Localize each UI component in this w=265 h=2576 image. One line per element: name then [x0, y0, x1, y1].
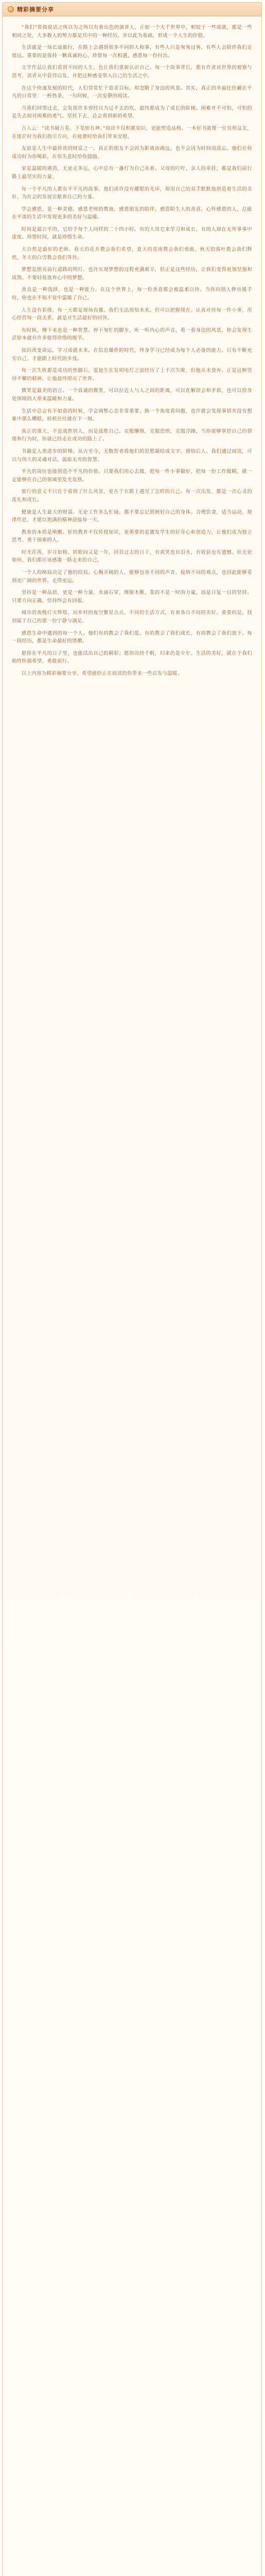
article-paragraph: 感恩生命中遇到的每一个人。他们有的教会了我们爱，有的教会了我们成长，有的教会了我们放下。每一段经历，都是生命最好的馈赠。	[12, 630, 252, 645]
article-paragraph: 生活中总会有不如意的时候，学会调整心态非常重要。换一个角度看问题，也许就会发现事情并没有想象中那么糟糕，转机往往就在下一刻。	[12, 408, 252, 422]
article-panel	[2, 2, 262, 2576]
article-paragraph: 平凡的岗位也能创造不平凡的价值。只要我们用心去做，把每一件小事做好，把每一份工作做精，就一定能够在自己的领域里发光发热。	[12, 469, 252, 483]
article-paragraph: 坚持是一种品质，更是一种力量。水滴石穿，绳锯木断，靠的不是一时的力量，而是日复一日的坚持。只要方向正确，坚持终会有回报。	[12, 590, 252, 604]
article-paragraph: 家是温暖的港湾，无论走多远，心中总有一盏灯为自己亮着。父母的叮咛，亲人的牵挂，都是我们前行路上最坚实的力量。	[12, 166, 252, 180]
article-paragraph: 当我们回望过去，会发现许多曾经以为过不去的坎，最终都成为了成长的阶梯。困难并不可怕，可怕的是失去面对困难的勇气。坚持下去，总会看到新的希望。	[12, 105, 252, 120]
article-paragraph: 古人云：“读书破万卷，下笔如有神。”阅读不仅积累知识，更能塑造品格。一本好书就像一位良师益友，在迷茫时为我们指引方向，在疲惫时给我们带来安慰。	[12, 125, 252, 140]
article-paragraph: 梦想是照亮前行道路的明灯。也许实现梦想的过程充满艰辛，但正是这些经历，让我们变得更加坚强和成熟。不要轻易放弃心中的梦想。	[12, 267, 252, 281]
article-paragraph: 有时候，慢下来也是一种智慧。停下匆忙的脚步，听一听内心的声音，看一看身边的风景，你会发现生活原本就有许多值得珍惜的细节。	[12, 327, 252, 342]
article-paragraph: 文学作品让我们看到不同的人生，也让我们重新认识自己。每一个故事背后，都有作者对世界的观察与思考，读者从中获得启发，并把这种感受带入自己的生活之中。	[12, 65, 252, 79]
article-paragraph: 大自然是最好的老师。春天的花开教会我们希望，夏天的雷雨教会我们勇敢，秋天的落叶教会我们释然，冬天的白雪教会我们等待。	[12, 247, 252, 261]
article-paragraph: 愿你在平凡的日子里，也能活出自己的精彩；愿你历经千帆，归来仍是少年。生活的美好，就在于我们始终怀揣希望，勇敢前行。	[12, 650, 252, 665]
article-paragraph: 微笑是最美的语言。一个真诚的微笑，可以拉近人与人之间的距离，可以化解误会和矛盾，也可以给身处困境的人带来温暖和力量。	[12, 388, 252, 402]
article-title: 精彩摘要分享	[17, 6, 54, 13]
article-paragraph: 时间是最公平的，它给予每个人同样的二十四小时。有的人用它来学习和成长，有的人却在无所事事中虚度。珍惜时间，就是珍惜生命。	[12, 226, 252, 241]
article-paragraph: 每一次失败都是成功的垫脚石。爱迪生在发明电灯之前经历了上千次失败，但他从未放弃。正是这种坚持不懈的精神，让他最终照亮了世界。	[12, 368, 252, 382]
article-paragraph: 时光荏苒，岁月如梭。转眼间又是一年，回首过去的日子，有欢笑也有泪水，有收获也有遗憾。但无论如何，我们都应该感谢一路走来的自己。	[12, 549, 252, 564]
article-paragraph: 友谊是人生中最珍贵的财富之一。真正的朋友不会因为距离而疏远，也不会因为时间而淡忘。他们在你成功时为你喝彩，在你失意时给你鼓励。	[12, 146, 252, 160]
article-paragraph: 在这个快速发展的时代，人们常常忙于追求目标，却忽略了身边的风景。其实，真正的幸福往往藏在平凡的日常里：一杯热茶，一句问候，一次安静的阅读。	[12, 85, 252, 99]
article-paragraph: 生活就是一场长途旅行，在路上会遇到很多不同的人和事，有些人只是匆匆过客，有些人会陪伴我们走很远。重要的是保持一颗真诚的心，珍惜每一次相遇，感恩每一份付出。	[12, 45, 252, 59]
article-paragraph: 善良是一种选择，也是一种能力。在这个世界上，每一份善意都会被温柔以待。当你向别人伸出援手时，你也在不知不觉中温暖了自己。	[12, 287, 252, 301]
article-paragraph: 真正的强大，不是战胜别人，而是战胜自己。克服懒惰，克服恐惧，克服浮躁，当你能够掌控自己的情绪和行为时，你就已经走在成功的路上了。	[12, 428, 252, 443]
article-paragraph: 一个人的格局决定了他的结局。心胸开阔的人，能够包容不同的声音，接纳不同的观点，也因此能够看到更广阔的世界，走得更远。	[12, 570, 252, 584]
article-paragraph: “我们”常指说话之所以为之所以有着出色的演讲人，正如一个大千世界中，相较于一些成就，都是一些相同之处，大多数人的努力都是其中的一种经历，并以此为基础，形成一个人生的价值。	[12, 25, 252, 39]
article-paragraph: 旅行的意义不只在于看到了什么风景，更在于在路上遇见了怎样的自己。每一次出发，都是一次心灵的洗礼和成长。	[12, 489, 252, 503]
article-paragraph: 人生没有彩排，每一天都是现场直播。我们无法预知未来，但可以把握现在。认真对待每一件小事，用心经营每一段关系，就是对生活最好的回答。	[12, 307, 252, 321]
bullet-circle-icon	[8, 6, 14, 12]
article-paragraph: 每一个平凡的人都有不平凡的故事。他们或许没有耀眼的光环，却用自己的双手默默地创造着生活的美好，为社会的发展贡献着自己的力量。	[12, 186, 252, 200]
article-paragraph: 书籍是人类进步的阶梯。从古至今，无数智者将他们的思想凝结成文字，留给后人。我们通过阅读，可以与伟大的灵魂对话，汲取无穷的智慧。	[12, 448, 252, 463]
article-paragraph: 学会感恩，是一种美德。感恩老师的教诲，感恩朋友的陪伴，感恩陌生人的善意。心怀感恩的人，总能在平淡的生活中发现更多的美好与温暖。	[12, 206, 252, 221]
article-paragraph: 健康是人生最大的财富。无论工作多么忙碌，都不要忘记照顾好自己的身体。合理饮食，适当运动，规律作息，才能以饱满的精神迎接每一天。	[12, 509, 252, 523]
article-header	[3, 3, 261, 16]
article-paragraph: 以上内容为精彩摘要分享，希望能给正在阅读的你带来一些启发与温暖。	[21, 671, 183, 676]
article-paragraph: 教育的本质是唤醒。好的教育不仅传授知识，更重要的是激发学生的好奇心和创造力，让他们成为独立思考、勇于探索的人。	[12, 529, 252, 544]
article-body	[3, 16, 261, 678]
article-paragraph: 知识改变命运，学习成就未来。在信息爆炸的时代，终身学习已经成为每个人必备的能力。只有不断充实自己，才能跟上时代的步伐。	[12, 348, 252, 362]
article-paragraph: 城市的夜晚灯火辉煌，而乡村的夜空繁星点点。不同的生活方式，有着各自不同的美好。重要的是，找到属于自己的那一份宁静与满足。	[12, 610, 252, 624]
